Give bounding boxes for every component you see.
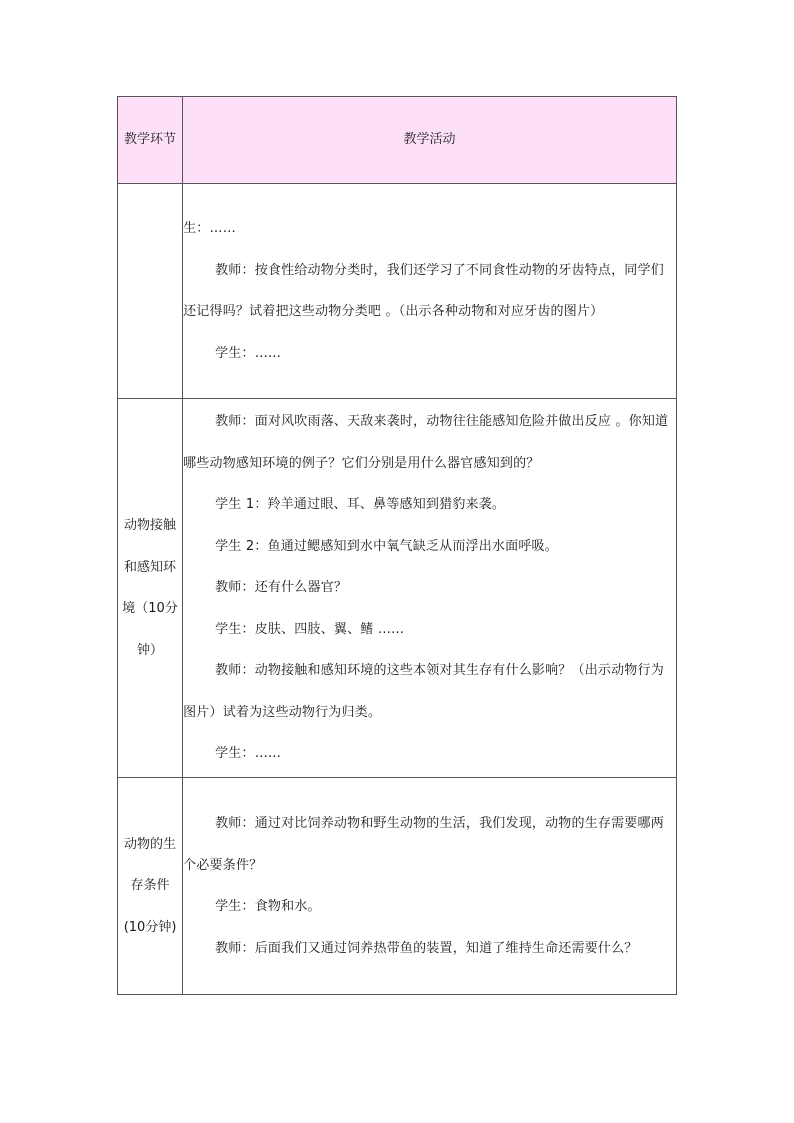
activity-paragraph: 学生 2：鱼通过鳃感知到水中氧气缺乏从而浮出水面呼吸。 bbox=[215, 538, 558, 554]
table-row bbox=[118, 778, 677, 995]
activity-column-header: 教学活动 bbox=[183, 97, 677, 184]
table-row bbox=[118, 184, 677, 399]
table-row bbox=[118, 399, 677, 778]
activity-paragraph: 教师：面对风吹雨落、天敌来袭时，动物往往能感知危险并做出反应 。你知道哪些动物感知环境的例子？它们分别是用什么器官感知到的？ bbox=[183, 414, 669, 471]
stage-cell: 动物的生存条件 (10分钟) bbox=[118, 778, 183, 995]
activity-paragraph: 教师：动物接触和感知环境的这些本领对其生存有什么影响？（出示动物行为图片）试着为这些动物行为归类。 bbox=[183, 663, 664, 720]
activity-paragraph: 教师：还有什么器官？ bbox=[215, 580, 348, 596]
lesson-plan-table bbox=[117, 96, 677, 995]
activity-cell bbox=[183, 778, 677, 995]
stage-cell: 动物接触和感知环境（10分钟） bbox=[118, 399, 183, 778]
table-header-row bbox=[118, 97, 677, 184]
stage-column-header: 教学环节 bbox=[118, 97, 183, 184]
activity-paragraph: 学生：…… bbox=[215, 746, 282, 762]
activity-cell bbox=[183, 184, 677, 399]
stage-cell bbox=[118, 184, 183, 399]
activity-paragraph: 教师：按食性给动物分类时，我们还学习了不同食性动物的牙齿特点，同学们还记得吗？试着把这些动物分类吧 。（出示各种动物和对应牙齿的图片） bbox=[183, 262, 664, 319]
activity-cell bbox=[183, 399, 677, 778]
activity-paragraph: 学生：…… bbox=[215, 345, 282, 361]
activity-paragraph: 学生：食物和水。 bbox=[215, 899, 321, 914]
activity-paragraph: 教师：通过对比饲养动物和野生动物的生活，我们发现，动物的生存需要哪两个必要条件？ bbox=[183, 816, 664, 873]
activity-paragraph: 生：…… bbox=[183, 221, 236, 236]
activity-paragraph: 教师：后面我们又通过饲养热带鱼的装置，知道了维持生命还需要什么？ bbox=[215, 940, 638, 956]
activity-paragraph: 学生 1：羚羊通过眼、耳、鼻等感知到猎豹来袭。 bbox=[215, 497, 506, 513]
activity-paragraph: 学生：皮肤、四肢、翼、鳍 …… bbox=[215, 621, 405, 637]
